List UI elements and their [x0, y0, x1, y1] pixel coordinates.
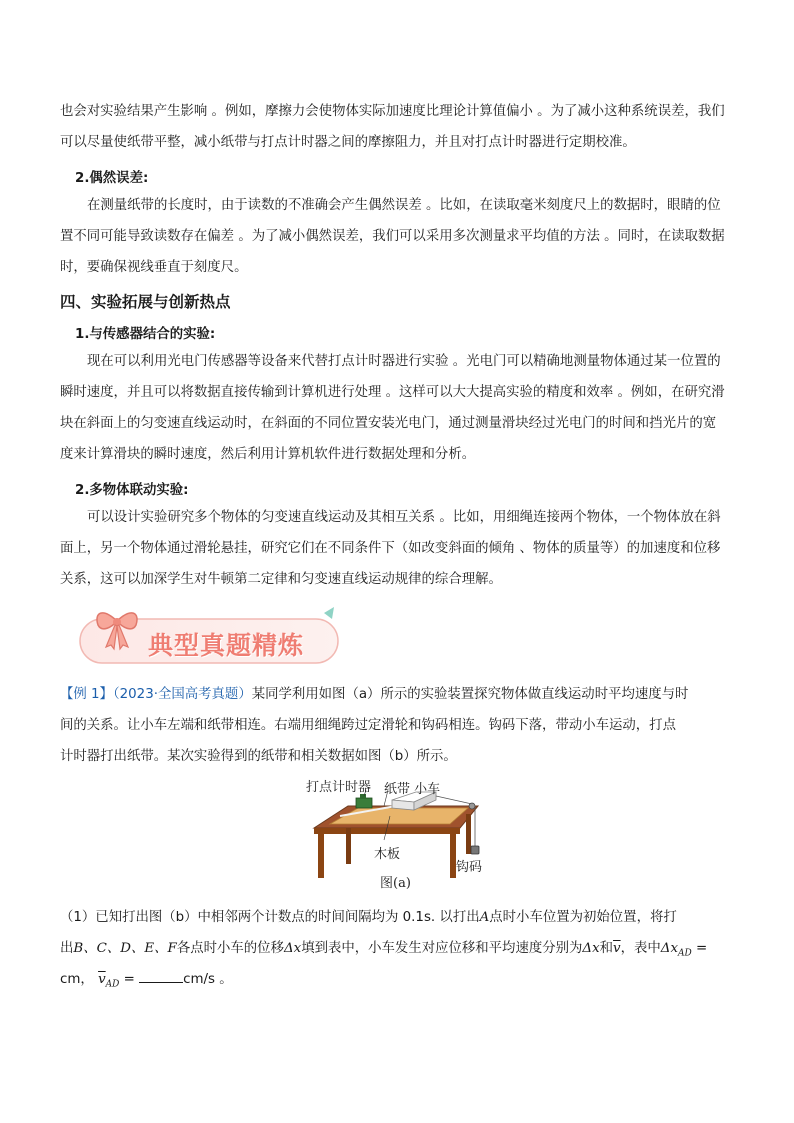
- section-heading: 四、实验拓展与创新热点: [60, 293, 231, 311]
- body-text-line: 可以设计实验研究多个物体的匀变速直线运动及其相互关系 。比如，用细绳连接两个物体，一个物体放在斜: [87, 510, 721, 525]
- body-text-line: 时，要确保视线垂直于刻度尺。: [60, 260, 248, 275]
- question-text: 填到表中，小车发生对应位移和平均速度分别为: [301, 941, 583, 956]
- body-text-line: 关系，这可以加深学生对牛顿第二定律和匀变速直线运动规律的综合理解。: [60, 572, 502, 587]
- example-line: 计时器打出纸带。某次实验得到的纸带和相关数据如图（b）所示。: [60, 749, 457, 764]
- question-text: ，表中: [620, 941, 661, 956]
- body-text-line: 可以尽量使纸带平整，减小纸带与打点计时器之间的摩擦阻力，并且对打点计时器进行定期校准。: [60, 135, 636, 150]
- body-text-line: 瞬时速度，并且可以将数据直接传输到计算机进行处理 。这样可以大大提高实验的精度和效率 。例如，在研究滑: [60, 385, 725, 400]
- question-text: 点时小车位置为初始位置，将打: [489, 910, 677, 925]
- body-text-line: 现在可以利用光电门传感器等设备来代替打点计时器进行实验 。光电门可以精确地测量物体通过某一位置的: [87, 354, 721, 369]
- example-line: 间的关系。让小车左端和纸带相连。右端用细绳跨过定滑轮和钩码相连。钩码下落，带动小车运动，打点: [60, 718, 676, 733]
- label-weight: 钩码: [456, 860, 483, 875]
- question-text: （1）已知打出图（b）中相邻两个计数点的时间间隔均为 0.1s. 以打出: [60, 910, 480, 925]
- body-text-line: 在测量纸带的长度时，由于读数的不准确会产生偶然误差 。比如，在读取毫米刻度尺上的数据时，眼睛的位: [87, 198, 721, 213]
- unit-text: cm，: [60, 972, 94, 987]
- body-text-line: 置不同可能导致读数存在偏差 。为了减小偶然误差，我们可以采用多次测量求平均值的方法 。同时，在读取数据: [60, 229, 725, 244]
- equals-sign: =: [691, 941, 708, 956]
- average-velocity-symbol: $\overline{v}$: [613, 941, 621, 956]
- body-text-line: 面上，另一个物体通过滑轮悬挂，研究它们在不同条件下（如改变斜面的倾角 、物体的质量等）的加速度和位移: [60, 541, 721, 556]
- section-banner: [78, 605, 342, 667]
- point-labels: B、C、D、E、F: [73, 941, 177, 956]
- question-text: 和: [599, 941, 614, 956]
- subheading-multi-object: 2.多物体联动实验:: [75, 483, 189, 498]
- figure-caption: 图(a): [380, 876, 411, 891]
- label-board: 木板: [374, 847, 401, 862]
- unit-text: cm/s 。: [183, 972, 233, 987]
- example-source: （2023·全国高考真题）: [112, 687, 252, 702]
- subscript-ad: AD: [105, 979, 120, 990]
- subheading-random-error: 2.偶然误差:: [75, 171, 149, 186]
- example-text: 某同学利用如图（a）所示的实验装置探究物体做直线运动时平均速度与时: [251, 687, 689, 702]
- subheading-sensor: 1.与传感器结合的实验:: [75, 327, 216, 342]
- banner-title: 典型真题精炼: [148, 631, 305, 660]
- question-text: 各点时小车的位移: [176, 941, 284, 956]
- delta-x-symbol: Δx: [283, 941, 302, 956]
- question-text: 出: [60, 941, 74, 956]
- body-text-line: 块在斜面上的匀变速直线运动时，在斜面的不同位置安装光电门，通过测量滑块经过光电门的时间和挡光片的宽: [60, 416, 717, 431]
- delta-x-ad-symbol: Δx: [660, 941, 679, 956]
- average-velocity-symbol: $\overline{v}$: [98, 972, 106, 987]
- point-label: A: [479, 910, 490, 925]
- delta-x-symbol: Δx: [582, 941, 600, 956]
- body-text-line: 也会对实验结果产生影响 。例如，摩擦力会使物体实际加速度比理论计算值偏小 。为了减小这种系统误差，我们: [60, 104, 725, 119]
- label-timer: 打点计时器: [306, 780, 372, 795]
- subscript-ad: AD: [678, 948, 692, 959]
- body-text-line: 度来计算滑块的瞬时速度，然后利用计算机软件进行数据处理和分析。: [60, 447, 476, 462]
- question-line: [60, 964, 734, 1001]
- example-line: [60, 679, 734, 710]
- example-tag: 【例 1】: [60, 687, 113, 702]
- label-tape-cart: 纸带 小车: [384, 782, 441, 797]
- answer-blank[interactable]: [139, 968, 183, 983]
- bow-icon: [92, 605, 142, 653]
- equals-sign: =: [119, 972, 135, 987]
- experiment-figure: [300, 768, 500, 891]
- question-line: [60, 902, 734, 933]
